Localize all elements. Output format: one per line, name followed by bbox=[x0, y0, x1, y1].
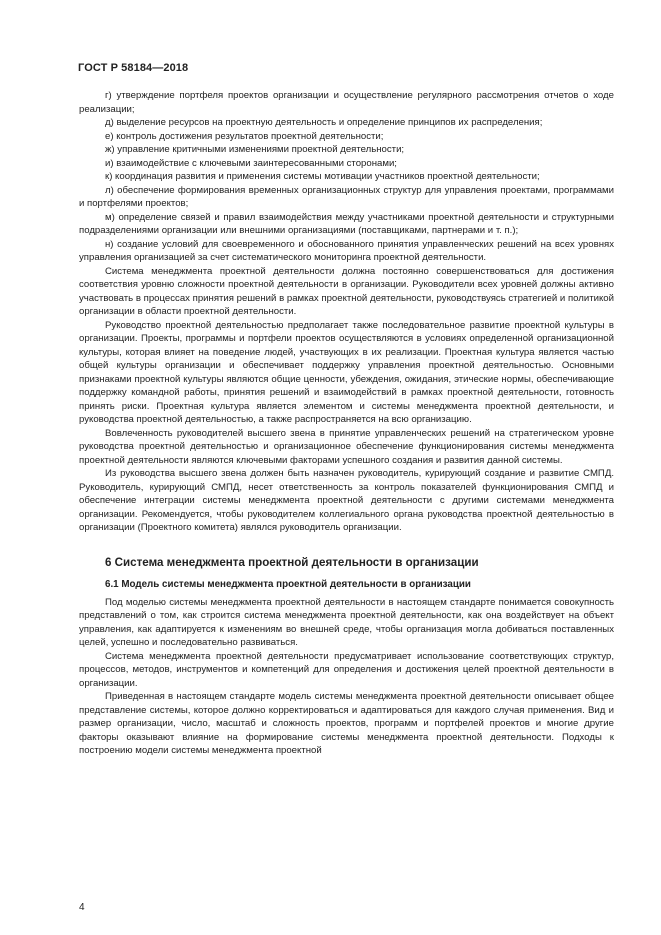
list-item: и) взаимодействие с ключевыми заинтересованными сторонами; bbox=[105, 157, 397, 169]
page-number: 4 bbox=[79, 902, 85, 913]
list-item: д) выделение ресурсов на проектную деятельность и определение принципов их распределения; bbox=[105, 117, 543, 128]
list-item: л) обеспечение формирования временных организационных структур для управления проектами, программами и портфелями проектов; bbox=[79, 184, 614, 209]
list-item: м) определение связей и правил взаимодействия между участниками проектной деятельности и структурными подразделениями организации или внешними организациями (поставщиками, партнерами и т. п.); bbox=[79, 211, 614, 236]
paragraph: Приведенная в настоящем стандарте модель системы менеджмента проектной деятельности описывает общее представление системы, которое должно корректироваться и адаптироваться для каждого случая применения. Вид и размер организации, число, масштаб и сложность проектов, программ и портфелей проектов и многие другие факторы оказывают влияние на формирование системы менеджмента проектной деятельности. Подходы к построению модели системы менеджмента проектной bbox=[79, 691, 614, 756]
list-item: к) координация развития и применения системы мотивации участников проектной деятельности; bbox=[105, 171, 540, 182]
section-heading: 6 Система менеджмента проектной деятельности в организации bbox=[105, 555, 479, 569]
list-item: ж) управление критичными изменениями проектной деятельности; bbox=[105, 144, 405, 155]
paragraph: Из руководства высшего звена должен быть назначен руководитель, курирующий создание и развитие СМПД. Руководитель, курирующий СМПД, несет ответственность за контроль показателей функционирования СМПД и обеспечение интеграции системы менеджмента проектной деятельности с другими системами менеджмента организации. Рекомендуется, чтобы руководителем коллегиального органа руководства проектной деятельностью в организации (Проектного комитета) являлся руководитель организации. bbox=[79, 468, 614, 533]
paragraph: Под моделью системы менеджмента проектной деятельности в настоящем стандарте понимается совокупность представлений о том, как строится система менеджмента проектной деятельности, как она воздействует на объект управления, как адаптируется к изменениям во внешней среде, чтобы организация могла добиваться поставленных целей, успешно и последовательно развиваться. bbox=[79, 596, 614, 648]
responsibilities-list bbox=[79, 89, 614, 265]
paragraph: Руководство проектной деятельностью предполагает также последовательное развитие проектной культуры в организации. Проекты, программы и портфели проектов осуществляются в условиях определенной организационной культуры, которая влияет на поведение людей, участвующих в их реализации. Проектная культура является частью общей культуры организации и обеспечивает поддержку управления проектной деятельностью. Основными признаками проектной культуры являются общие ценности, убеждения, ожидания, этические нормы, обеспечивающие поддержку командной работы, принятия решений и взаимодействий в рамках проектной деятельности, готовность принять риски. Проектная культура является элементом и системы менеджмента проектной деятельности, и руководства проектной деятельностью, а также распространяется на всю организацию. bbox=[79, 319, 614, 425]
paragraph: Система менеджмента проектной деятельности предусматривает использование соответствующих структур, процессов, методов, инструментов и компетенций для определения и достижения целей проектной деятельности в организации. bbox=[79, 650, 614, 689]
paragraph: Вовлеченность руководителей высшего звена в принятие управленческих решений на стратегическом уровне руководства проектной деятельностью и организационное обеспечение функционирования системы менеджмента проектной деятельности являются ключевыми факторами успешного создания и развития данной системы. bbox=[79, 427, 614, 466]
list-item: е) контроль достижения результатов проектной деятельности; bbox=[105, 130, 384, 142]
document-header: ГОСТ Р 58184—2018 bbox=[78, 62, 189, 74]
list-item: г) утверждение портфеля проектов организации и осуществление регулярного рассмотрения отчетов о ходе реализации; bbox=[79, 90, 614, 115]
list-item: н) создание условий для своевременного и обоснованного принятия управленческих решений на всех уровнях управления организацией за счет систематического мониторинга проектной деятельности. bbox=[79, 238, 614, 263]
paragraph: Система менеджмента проектной деятельности должна постоянно совершенствоваться для достижения соответствия уровню сложности проектной деятельности в организации. Руководители всех уровней должны активно участвовать в процессах принятия решений в рамках проектной деятельности, руководствуясь стратегией и политикой организации в области проектной деятельности. bbox=[79, 265, 614, 317]
subsection-heading: 6.1 Модель системы менеджмента проектной деятельности в организации bbox=[105, 578, 471, 590]
document-body bbox=[79, 89, 614, 758]
